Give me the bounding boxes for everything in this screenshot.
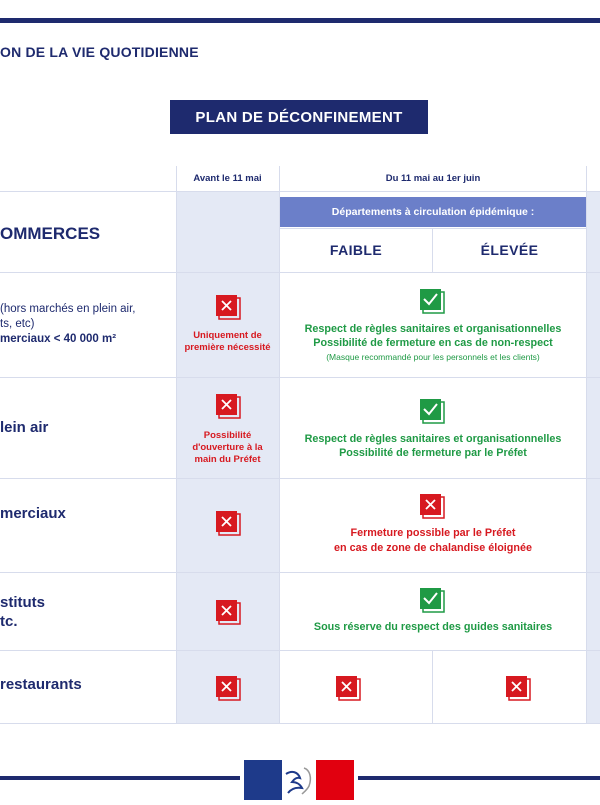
- row-label-line: stituts: [0, 594, 45, 611]
- row-label-commercial: merciaux: [0, 505, 66, 522]
- grid-line: [0, 723, 600, 724]
- period-text: [280, 526, 586, 556]
- red-cross-box-icon: [334, 674, 362, 702]
- row-label-outdoor: lein air: [0, 419, 49, 436]
- red-cross-box-icon: [214, 392, 242, 420]
- red-cross-box-icon: [214, 598, 242, 626]
- period-line: (Masque recommandé pour les personnels et les clients): [326, 352, 540, 362]
- grid-line: [0, 191, 600, 192]
- footer-rule: [358, 776, 600, 780]
- marianne-icon: [282, 760, 316, 800]
- col-header-before: Avant le 11 mai: [193, 172, 262, 184]
- grid-line: [0, 650, 600, 651]
- row-label-line: merciaux < 40 000 m²: [0, 333, 117, 345]
- period-text: Sous réserve du respect des guides sanitaires: [313, 621, 553, 633]
- green-check-box-icon: [418, 397, 446, 425]
- note-line: première nécessité: [184, 342, 271, 353]
- grid-line: [0, 272, 600, 273]
- row-label-line: ts, etc): [0, 318, 35, 330]
- red-cross-box-icon: [418, 492, 446, 520]
- departments-header: Départements à circulation épidémique :: [280, 197, 586, 227]
- footer-rule: [0, 776, 240, 780]
- green-check-box-icon: [418, 287, 446, 315]
- flag-white-panel: [282, 760, 316, 800]
- flag-blue-panel: [244, 760, 282, 800]
- section-title: ON DE LA VIE QUOTIDIENNE: [0, 44, 199, 60]
- period-line: en cas de zone de chalandise éloignée: [333, 542, 532, 554]
- row-label-line: tc.: [0, 613, 18, 630]
- note-line: Uniquement de: [193, 330, 262, 341]
- red-cross-box-icon: [214, 293, 242, 321]
- period-text: [280, 322, 586, 364]
- row-label-institutes: [0, 593, 45, 631]
- red-cross-box-icon: [214, 509, 242, 537]
- plan-title: PLAN DE DÉCONFINEMENT: [170, 100, 428, 134]
- before-note: [176, 330, 279, 354]
- period-text: [280, 432, 586, 460]
- red-cross-box-icon: [214, 674, 242, 702]
- col-header-period: Du 11 mai au 1er juin: [385, 172, 481, 184]
- red-cross-box-icon: [504, 674, 532, 702]
- grid-line: [586, 166, 587, 723]
- top-rule: [0, 18, 600, 23]
- row-label-line: (hors marchés en plein air,: [0, 303, 136, 315]
- period-line: Possibilité de fermeture en cas de non-respect: [313, 337, 553, 349]
- period-line: Possibilité de fermeture par le Préfet: [339, 447, 527, 459]
- grid-line: [432, 650, 433, 723]
- period-line: Fermeture possible par le Préfet: [350, 527, 516, 539]
- note-line: Possibilité: [203, 430, 252, 441]
- grid-line: [0, 478, 600, 479]
- before-note: [176, 430, 279, 466]
- row-label-shops: [0, 302, 172, 347]
- republique-francaise-logo: [244, 760, 354, 800]
- grid-line: [0, 377, 600, 378]
- grid-line: [0, 572, 600, 573]
- col-header-low: FAIBLE: [329, 242, 383, 258]
- period-line: Respect de règles sanitaires et organisationnelles: [304, 433, 562, 445]
- note-line: d'ouverture à la: [192, 442, 263, 453]
- note-line: main du Préfet: [194, 454, 261, 465]
- green-check-box-icon: [418, 586, 446, 614]
- row-label-restaurants: restaurants: [0, 676, 82, 693]
- col-header-high: ÉLEVÉE: [480, 242, 539, 258]
- period-line: Respect de règles sanitaires et organisationnelles: [304, 323, 562, 335]
- flag-red-panel: [316, 760, 354, 800]
- grid-line: [280, 228, 586, 229]
- row-label-commerces: OMMERCES: [0, 224, 101, 243]
